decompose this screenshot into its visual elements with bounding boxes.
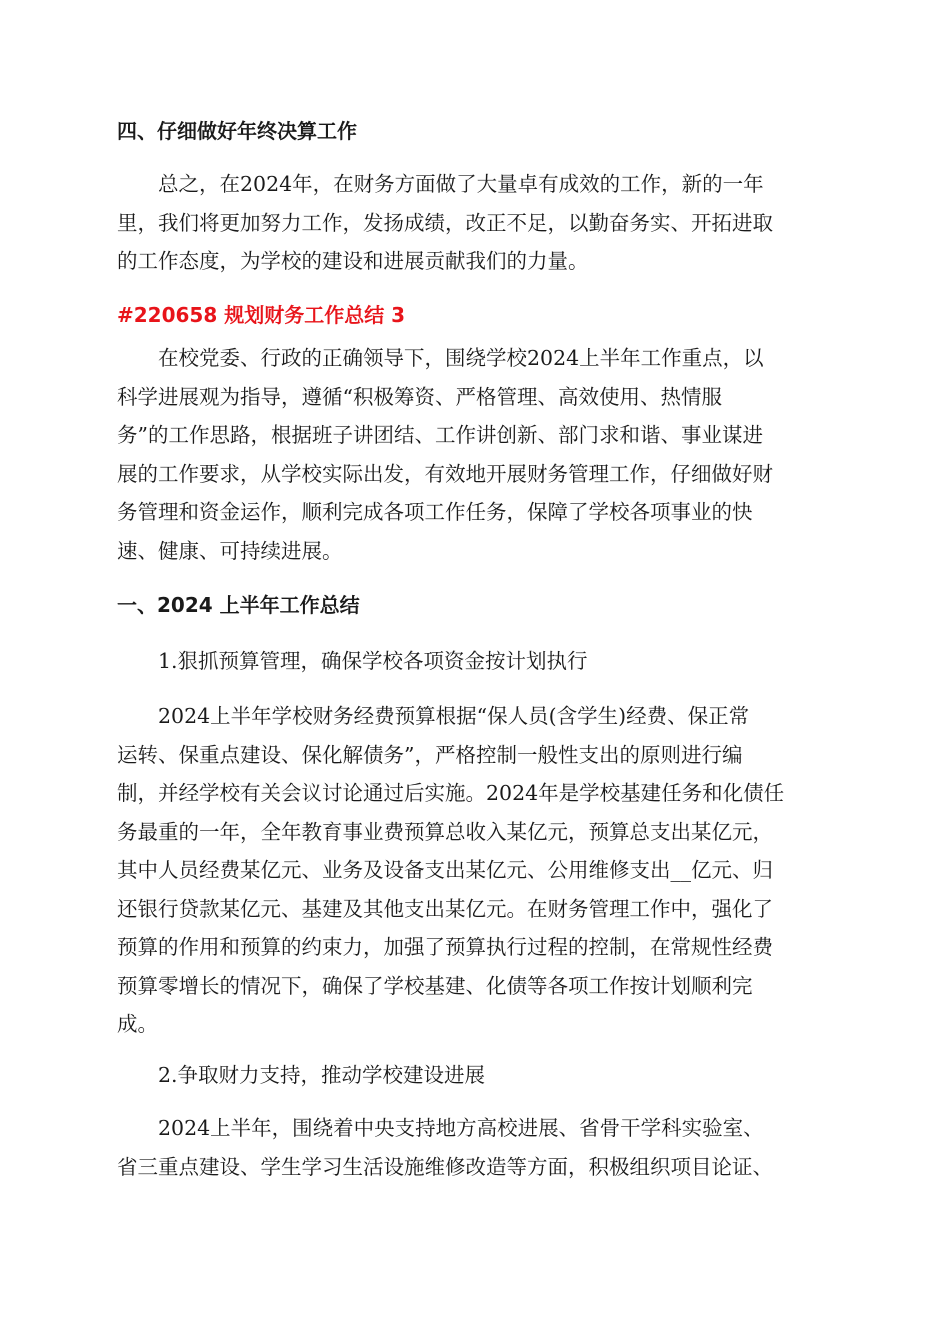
paragraph-line: 2024上半年，围绕着中央支持地方高校进展、省骨干学科实验室、 [158,1116,764,1140]
paragraph-line: 成。 [117,1012,158,1036]
paragraph-funding [117,1109,837,1186]
paragraph-line: 展的工作要求，从学校实际出发，有效地开展财务管理工作，仔细做好财 [117,461,773,486]
red-section-title: #220658 规划财务工作总结 3 [117,303,406,327]
section-heading-one: 一、2024 上半年工作总结 [117,593,360,617]
paragraph-line: 省三重点建设、学生学习生活设施维修改造等方面，积极组织项目论证、 [117,1154,773,1179]
paragraph-line: 2024上半年学校财务经费预算根据“保人员(含学生)经费、保正常 [158,704,750,728]
paragraph-line: 务”的工作思路，根据班子讲团结、工作讲创新、部门求和谐、事业谋进 [117,423,763,447]
paragraph-line: 的工作态度，为学校的建设和进展贡献我们的力量。 [117,249,589,273]
paragraph-budget [117,697,837,1044]
paragraph-line: 科学进展观为指导，遵循“积极筹资、严格管理、高效使用、热情服 [117,384,722,409]
paragraph-line: 务最重的一年，全年教育事业费预算总收入某亿元，预算总支出某亿元， [117,819,773,844]
paragraph-line: 预算零增长的情况下，确保了学校基建、化债等各项工作按计划顺利完 [117,973,753,998]
paragraph-line: 里，我们将更加努力工作，发扬成绩，改正不足，以勤奋务实、开拓进取 [117,210,773,235]
paragraph-line: 制，并经学校有关会议讨论通过后实施。2024年是学校基建任务和化债任 [117,781,785,805]
section-heading-four: 四、仔细做好年终决算工作 [117,119,357,143]
subheading-budget: 1.狠抓预算管理，确保学校各项资金按计划执行 [158,649,588,673]
paragraph-line: 在校党委、行政的正确领导下，围绕学校2024上半年工作重点，以 [158,346,764,370]
paragraph-line: 预算的作用和预算的约束力，加强了预算执行过程的控制，在常规性经费 [117,935,773,959]
paragraph-line: 务管理和资金运作，顺利完成各项工作任务，保障了学校各项事业的快 [117,500,753,524]
paragraph-line: 总之，在2024年，在财务方面做了大量卓有成效的工作，新的一年 [158,172,764,196]
paragraph-intro [117,339,837,570]
paragraph-line: 运转、保重点建设、保化解债务”，严格控制一般性支出的原则进行编 [117,742,743,767]
paragraph-line: 其中人员经费某亿元、业务及设备支出某亿元、公用维修支出__亿元、归 [117,858,773,882]
paragraph-conclusion [117,165,837,281]
subheading-funding: 2.争取财力支持，推动学校建设进展 [158,1063,486,1087]
paragraph-line: 速、健康、可持续进展。 [117,538,343,563]
paragraph-line: 还银行贷款某亿元、基建及其他支出某亿元。在财务管理工作中，强化了 [117,896,773,921]
